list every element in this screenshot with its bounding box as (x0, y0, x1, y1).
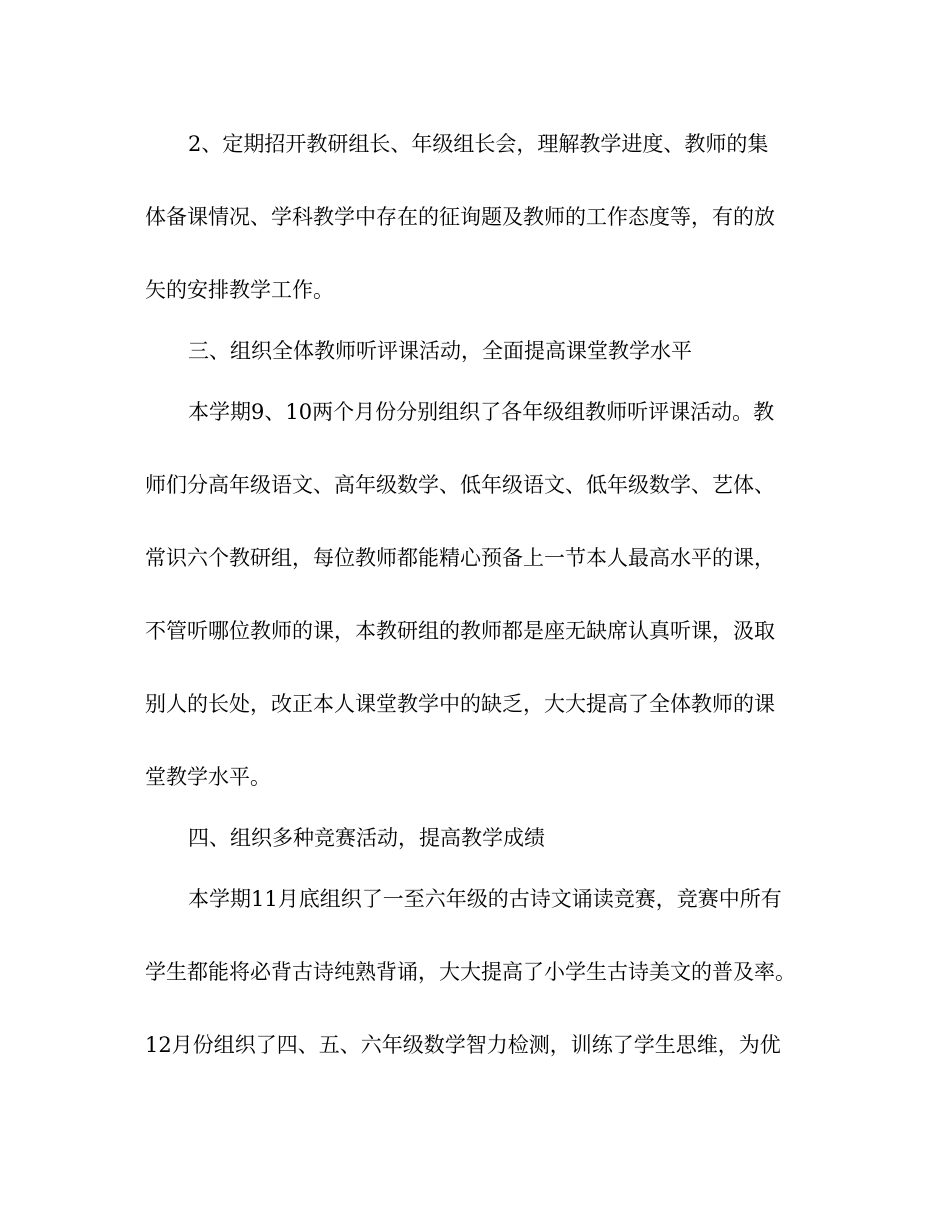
paragraph-line: 2、定期招开教研组长、年级组长会，理解教学进度、教师的集 (188, 132, 769, 156)
paragraph-line: 学生都能将必背古诗纯熟背诵，大大提高了小学生古诗美文的普及率。 (145, 960, 796, 984)
paragraph-line: 师们分高年级语文、高年级数学、低年级语文、低年级数学、艺体、 (145, 473, 775, 497)
paragraph-line: 常识六个教研组，每位教师都能精心预备上一节本人最高水平的课， (145, 546, 775, 570)
paragraph-line: 堂教学水平。 (145, 765, 271, 789)
section-heading: 四、组织多种竞赛活动，提高教学成绩 (188, 826, 545, 850)
paragraph-line: 12月份组织了四、五、六年级数学智力检测，训练了学生思维，为优 (145, 1033, 781, 1057)
paragraph-line: 别人的长处，改正本人课堂教学中的缺乏，大大提高了全体教师的课 (145, 692, 775, 716)
section-heading: 三、组织全体教师听评课活动，全面提高课堂教学水平 (188, 339, 692, 363)
paragraph-line: 不管听哪位教师的课，本教研组的教师都是座无缺席认真听课，汲取 (145, 619, 775, 643)
paragraph-line: 本学期9、10两个月份分别组织了各年级组教师听评课活动。教 (188, 400, 775, 424)
paragraph-line: 本学期11月底组织了一至六年级的古诗文诵读竞赛，竞赛中所有 (188, 887, 782, 911)
paragraph-line: 矢的安排教学工作。 (145, 278, 334, 302)
paragraph-line: 体备课情况、学科教学中存在的征询题及教师的工作态度等，有的放 (145, 205, 775, 229)
